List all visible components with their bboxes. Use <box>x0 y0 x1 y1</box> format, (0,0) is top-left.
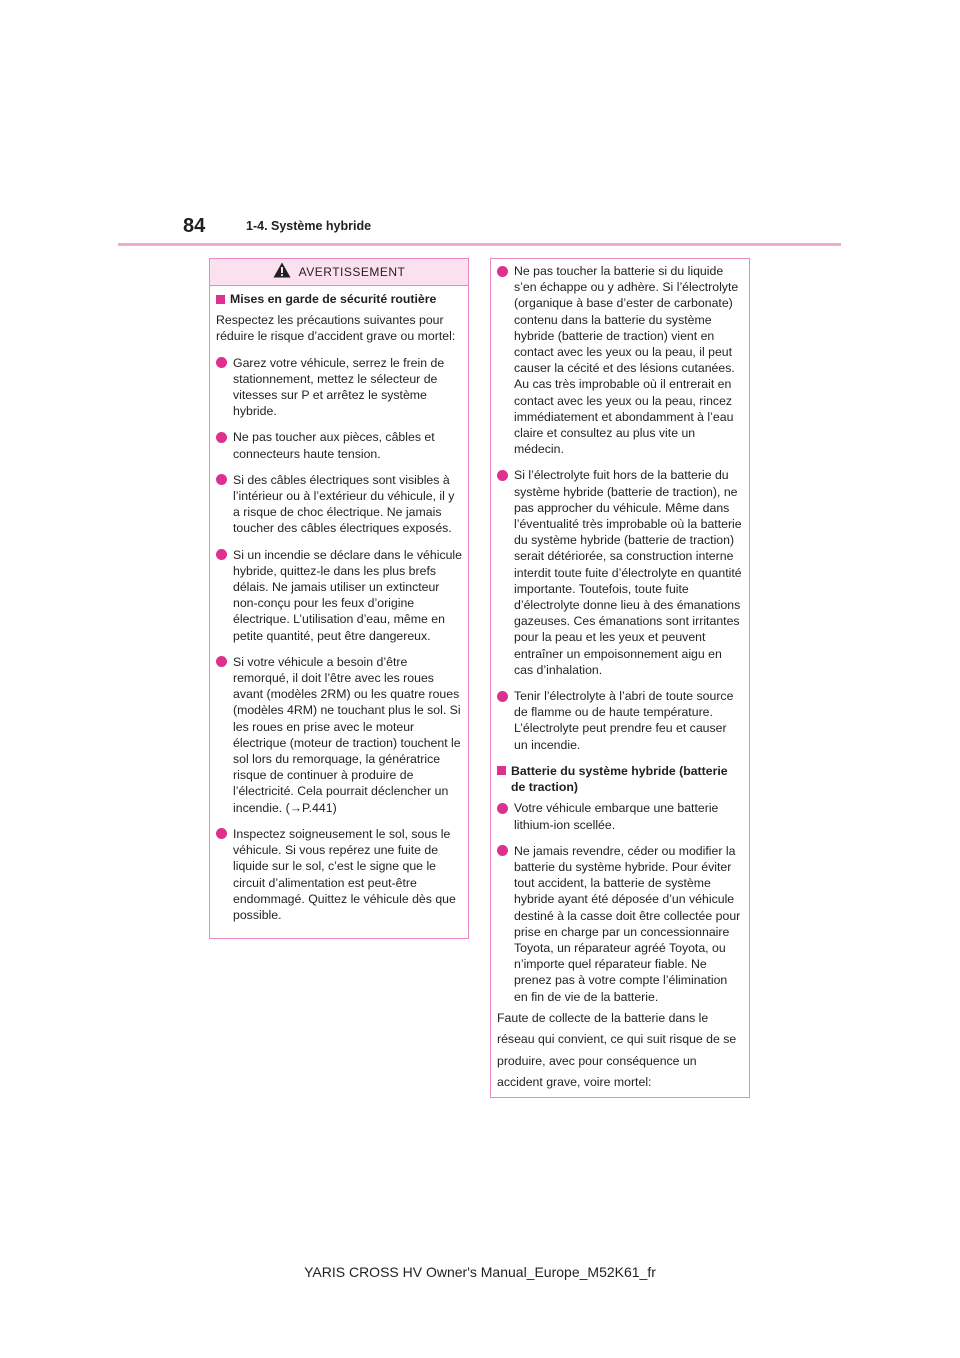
bullet-dot-icon <box>216 357 227 368</box>
list-item <box>497 688 743 753</box>
page-number: 84 <box>183 215 206 237</box>
list-item <box>216 547 462 644</box>
section-heading-text: Mises en garde de sécurité routière <box>230 292 437 306</box>
bullet-dot-icon <box>216 828 227 839</box>
list-item-text: Votre véhicule embarque une batterie lithium-ion scellée. <box>514 801 719 832</box>
list-item-text: Ne pas toucher la batterie si du liquide s’en échappe ou y adhère. Si l’électrolyte (organique à base d’ester de carbonate) contenu dans la batterie du système hybride (batterie de traction) vient en contact avec les yeux ou la peau, il peut causer la cécité et des lésions cutanées. Au cas très improbable où il entrerait en contact avec les yeux ou la peau, rincez immédiatement et abondamment à l’eau claire et consultez au plus vite un médecin. <box>514 264 739 457</box>
list-item <box>216 654 462 816</box>
list-item <box>497 800 743 832</box>
list-item-text: Si un incendie se déclare dans le véhicule hybride, quittez-le dans les plus brefs délais. Ne jamais utiliser un extincteur non-conçu pour les feux d’origine électrique. L’utilisation d’eau, même en petite quantité, peut être dangereux. <box>233 547 463 643</box>
list-item-text: Tenir l’électrolyte à l’abri de toute source de flamme ou de haute température. L’électrolyte peut prendre feu et causer un incendie. <box>514 689 734 752</box>
bullet-dot-icon <box>497 266 508 277</box>
list-item-text: Ne pas toucher aux pièces, câbles et connecteurs haute tension. <box>233 430 435 461</box>
warning-triangle-icon <box>273 262 291 282</box>
section-heading <box>497 763 743 795</box>
header-rule <box>118 243 841 246</box>
bullet-dot-icon <box>216 474 227 485</box>
list-item <box>497 467 743 678</box>
list-item-text: Garez votre véhicule, serrez le frein de stationnement, mettez le sélecteur de vitesses sur P et arrêtez le système hybride. <box>233 355 445 419</box>
intro-paragraph: Respectez les précautions suivantes pour réduire le risque d’accident grave ou mortel: <box>216 313 456 344</box>
warning-header <box>210 259 468 286</box>
list-item <box>216 429 462 461</box>
list-item-text: Inspectez soigneusement le sol, sous le véhicule. Si vous repérez une fuite de liquide sur le sol, c’est le signe que le circuit d’alimentation est peut-être endommagé. Quittez le véhicule dès que possible. <box>233 826 456 922</box>
list-item-text: Si l’électrolyte fuit hors de la batterie du système hybride (batterie de traction), ne pas approcher du véhicule. Même dans l’éventualité très improbable où la batterie du système hybride (batterie de traction) serait détériorée, sa construction interne interdit toute fuite d’électrolyte en quantité importante. Toutefois, toute fuite d’électrolyte donne lieu à des émanations gazeuses. Ces émanations sont irritantes pour la peau et les yeux et peuvent entraîner un empoisonnement aigu en cas d’inhalation. <box>514 468 742 677</box>
bullet-dot-icon <box>497 845 508 856</box>
list-item-text: Ne jamais revendre, céder ou modifier la batterie du système hybride. Pour éviter tout accident, la batterie de système hybride ayant été déposée d’un véhicule destiné à la casse doit être collectée pour prise en charge par un concessionnaire Toyota, un réparateur agréé Toyota, ou n’importe quel réparateur fiable. Ne prenez pas à votre compte l’élimination en fin de vie de la batterie. <box>514 843 741 1004</box>
list-item-text: Si des câbles électriques sont visibles à l’intérieur ou à l’extérieur du véhicule, il y a risque de choc électrique. Ne jamais toucher des câbles électriques exposés. <box>233 472 455 536</box>
bullet-dot-icon <box>497 691 508 702</box>
section-heading <box>216 291 462 307</box>
list-item <box>216 472 462 537</box>
warning-label: AVERTISSEMENT <box>298 264 406 279</box>
footer-manual-id: YARIS CROSS HV Owner's Manual_Europe_M52K61_fr <box>304 1264 656 1280</box>
bullet-dot-icon <box>216 549 227 560</box>
square-bullet-icon <box>497 766 506 775</box>
bullet-dot-icon <box>497 803 508 814</box>
bullet-dot-icon <box>216 432 227 443</box>
list-item <box>216 355 462 420</box>
list-item-text: Si votre véhicule a besoin d’être remorqué, il doit l’être avec les roues avant (modèles 2RM) ou les quatre roues (modèles 4RM) ne touchant plus le sol. Si les roues en prise avec le moteur électrique (moteur de traction) touchent le sol lors du remorquage, la génératrice risque de continuer à produire de l’électricité. Cela pourrait déclencher un incendie. (→P.441) <box>233 654 461 815</box>
section-heading-text: Batterie du système hybride (batterie de traction) <box>511 763 728 795</box>
bullet-dot-icon <box>216 656 227 667</box>
section-title: 1-4. Système hybride <box>246 219 372 233</box>
closing-paragraph: Faute de collecte de la batterie dans le réseau qui convient, ce qui suit risque de se produire, avec pour conséquence un accident grave, voire mortel: <box>497 1010 737 1090</box>
list-item <box>497 263 743 457</box>
warning-box-right <box>490 258 750 1098</box>
list-item <box>216 826 462 923</box>
square-bullet-icon <box>216 295 225 304</box>
bullet-dot-icon <box>497 470 508 481</box>
list-item <box>497 843 743 1005</box>
warning-box-left <box>209 258 469 939</box>
